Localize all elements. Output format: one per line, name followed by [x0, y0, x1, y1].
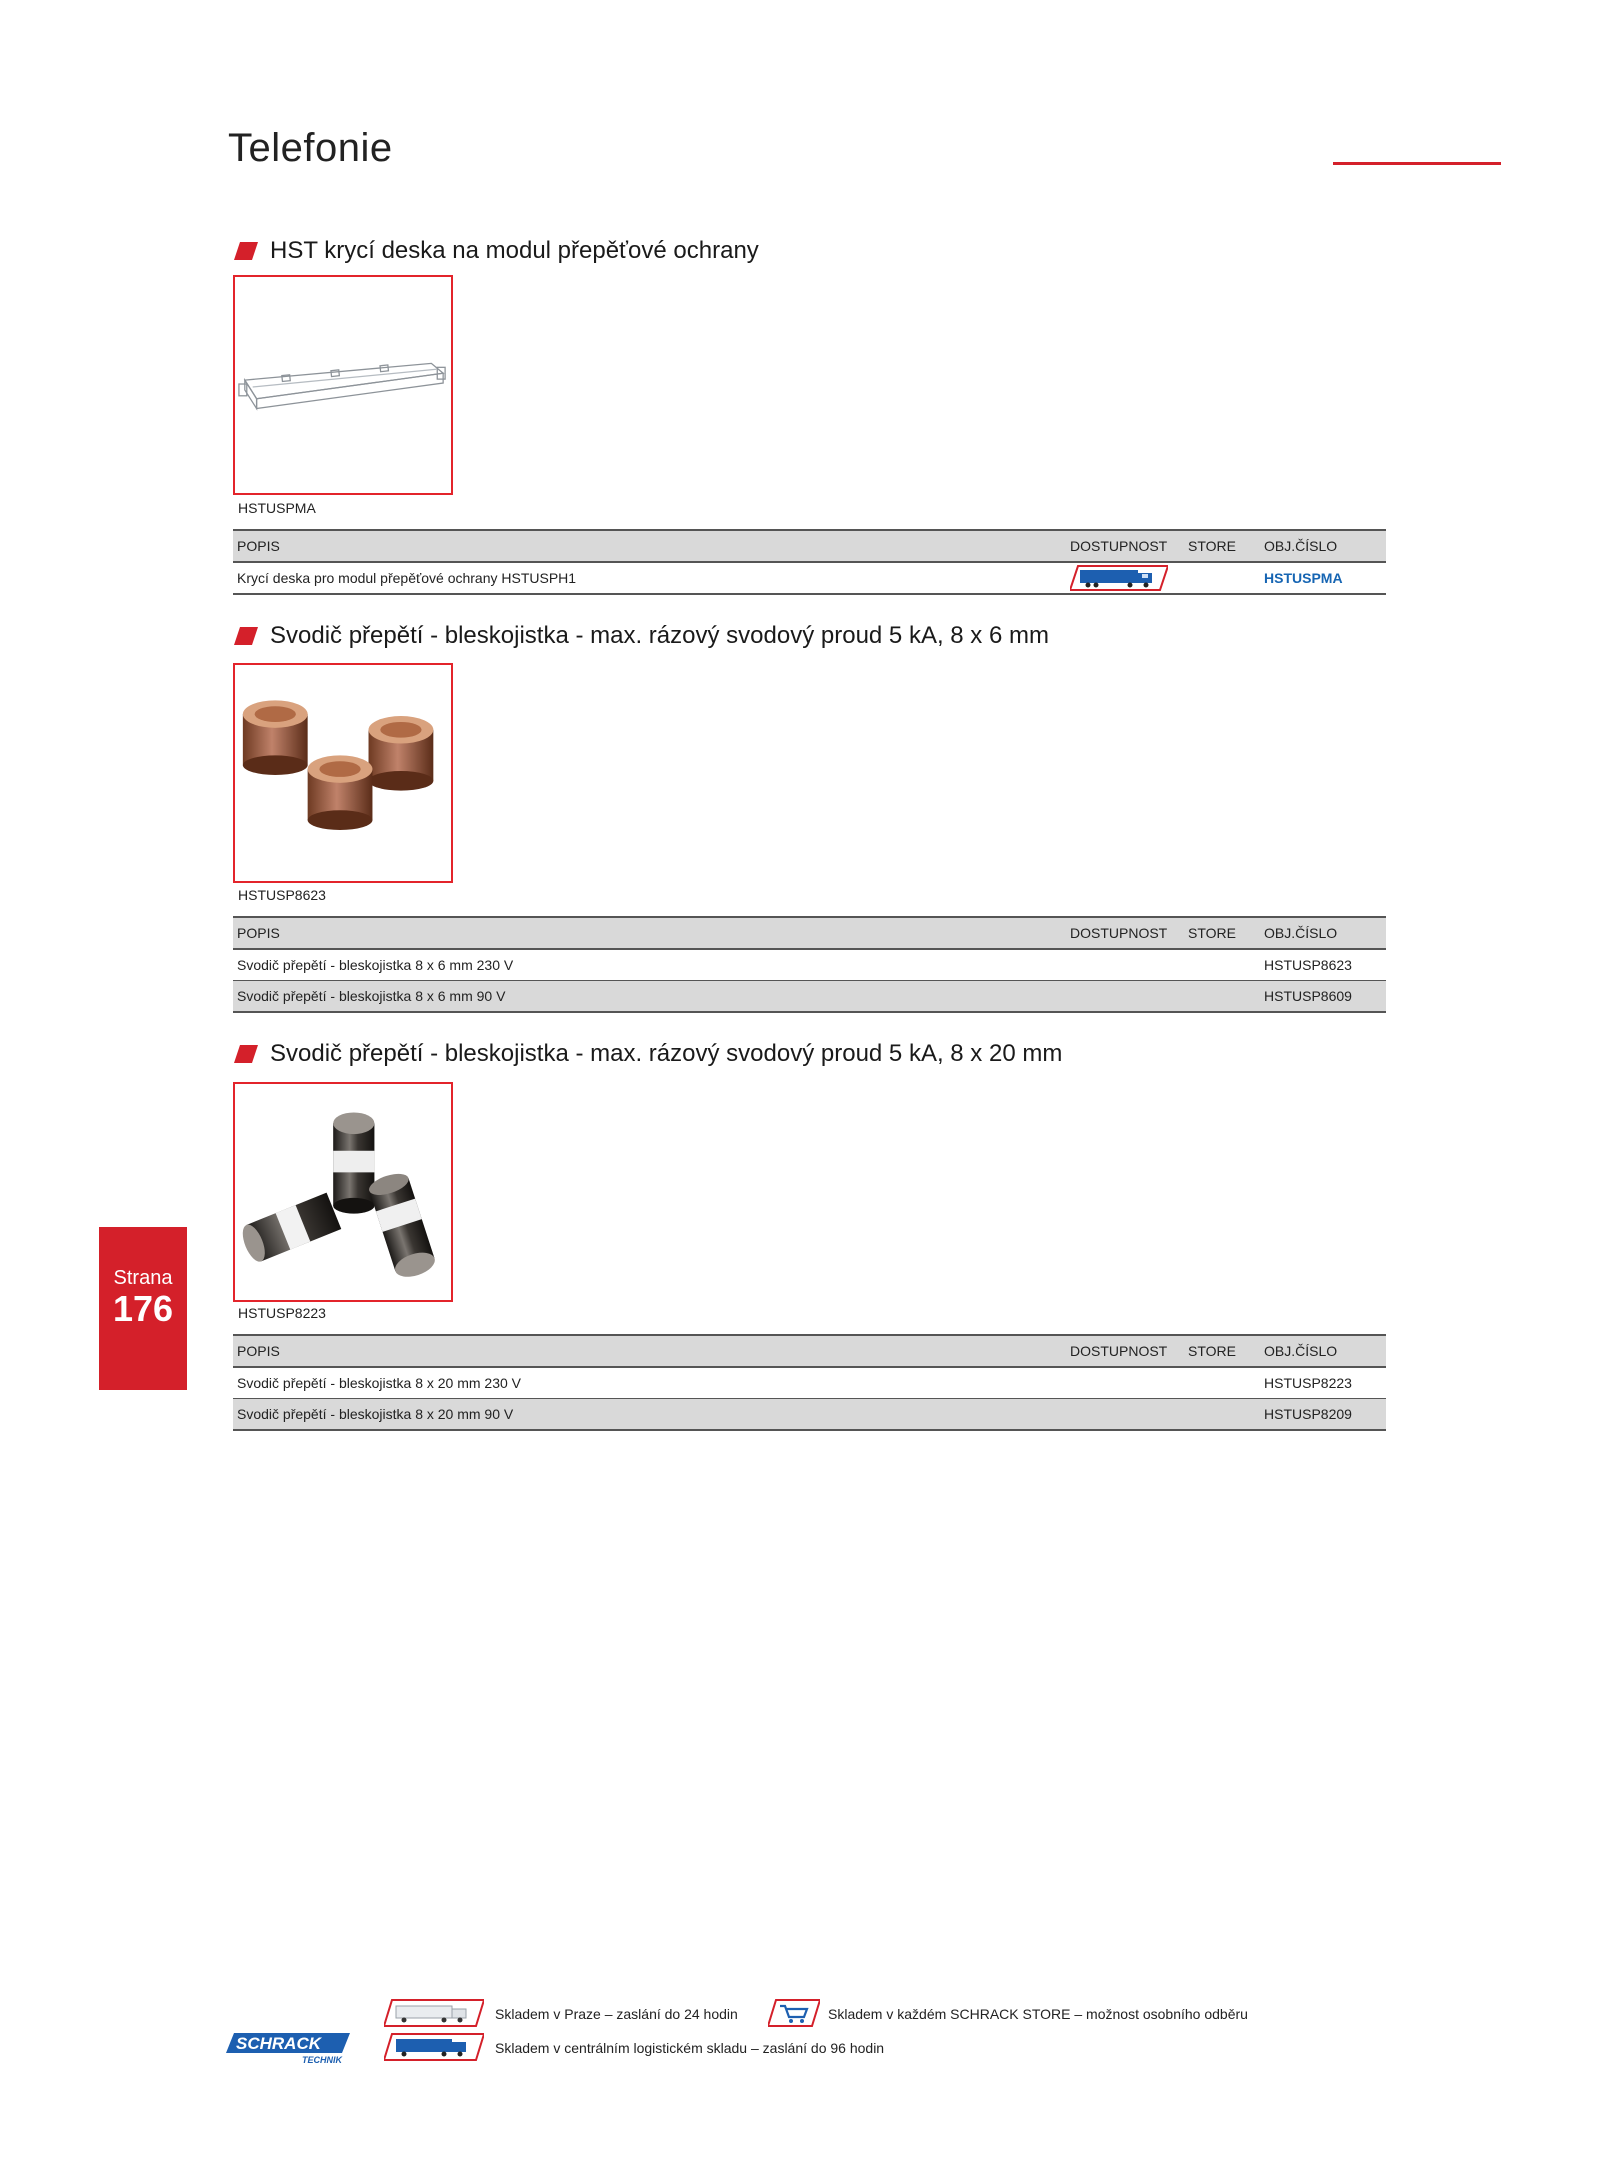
product-image-copper-arresters: [233, 663, 453, 883]
row-description: Svodič přepětí - bleskojistka 8 x 6 mm 90 V: [233, 981, 1066, 1013]
header-store: STORE: [1184, 1335, 1260, 1367]
legend-prague: Skladem v Praze – zaslání do 24 hodin: [495, 2006, 738, 2022]
copper-arresters-image: [235, 665, 451, 881]
header-store: STORE: [1184, 917, 1260, 949]
image-caption: HSTUSPMA: [238, 500, 316, 516]
store-cell: [1184, 1399, 1260, 1431]
header-obj-cislo: OBJ.ČÍSLO: [1260, 1335, 1386, 1367]
table-row: [233, 981, 1386, 1013]
section-bullet-icon: [234, 242, 258, 260]
order-code[interactable]: HSTUSP8623: [1260, 949, 1386, 981]
table-row: [233, 562, 1386, 594]
header-dostupnost: DOSTUPNOST: [1066, 1335, 1184, 1367]
availability-cell: [1066, 981, 1184, 1013]
header-popis: POPIS: [233, 1335, 1066, 1367]
section-3-heading: [234, 1040, 1062, 1068]
central-truck-icon: [384, 2033, 484, 2061]
availability-cell: [1066, 1367, 1184, 1399]
section-2-heading: [234, 622, 1049, 650]
header-store: STORE: [1184, 530, 1260, 562]
row-description: Krycí deska pro modul přepěťové ochrany HSTUSPH1: [233, 562, 1066, 594]
legend-store: Skladem v každém SCHRACK STORE – možnost osobního odběru: [828, 2006, 1248, 2022]
image-caption: HSTUSP8623: [238, 887, 326, 903]
availability-cell: [1066, 562, 1184, 594]
legend-central: Skladem v centrálním logistickém skladu – zaslání do 96 hodin: [495, 2040, 885, 2056]
product-image-discharge-tubes: [233, 1082, 453, 1302]
prague-truck-icon: [384, 1999, 484, 2027]
discharge-tubes-image: [235, 1084, 451, 1300]
section-2-title: Svodič přepětí - bleskojistka - max. rázový svodový proud 5 kA, 8 x 6 mm: [270, 622, 1049, 649]
header-popis: POPIS: [233, 917, 1066, 949]
order-code[interactable]: HSTUSP8223: [1260, 1367, 1386, 1399]
store-cart-icon: [768, 1999, 820, 2027]
table-row: [233, 949, 1386, 981]
section-bullet-icon: [234, 1045, 258, 1063]
availability-cell: [1066, 1399, 1184, 1431]
section-3-title: Svodič přepětí - bleskojistka - max. rázový svodový proud 5 kA, 8 x 20 mm: [270, 1040, 1063, 1067]
page-number: 176: [112, 1288, 174, 1329]
header-dostupnost: DOSTUPNOST: [1066, 917, 1184, 949]
page-label: Strana: [113, 1267, 173, 1289]
table-row: [233, 1367, 1386, 1399]
product-image-cover-plate: [233, 275, 453, 495]
table-row: [233, 1399, 1386, 1431]
section-1-title: HST krycí deska na modul přepěťové ochrany: [270, 237, 759, 264]
order-code[interactable]: HSTUSP8209: [1260, 1399, 1386, 1431]
header-dostupnost: DOSTUPNOST: [1066, 530, 1184, 562]
header-popis: POPIS: [233, 530, 1066, 562]
cover-plate-image: [235, 277, 451, 493]
title-rule: [1333, 162, 1501, 165]
row-description: Svodič přepětí - bleskojistka 8 x 6 mm 230 V: [233, 949, 1066, 981]
page-number-tab: [99, 1227, 187, 1390]
store-cell: [1184, 949, 1260, 981]
schrack-logo: [226, 2031, 350, 2065]
header-obj-cislo: OBJ.ČÍSLO: [1260, 917, 1386, 949]
svg-text:SCHRACK: SCHRACK: [236, 2034, 321, 2053]
availability-cell: [1066, 949, 1184, 981]
store-cell: [1184, 981, 1260, 1013]
table-header-row: [233, 1335, 1386, 1367]
page-title: Telefonie: [228, 126, 393, 170]
svg-text:TECHNIK: TECHNIK: [302, 2055, 342, 2065]
central-warehouse-truck-icon: [1070, 565, 1168, 591]
product-table-2: [233, 916, 1386, 1013]
image-caption: HSTUSP8223: [238, 1305, 326, 1321]
order-code-link[interactable]: HSTUSPMA: [1260, 562, 1386, 594]
store-cell: [1184, 1367, 1260, 1399]
header-obj-cislo: OBJ.ČÍSLO: [1260, 530, 1386, 562]
order-code[interactable]: HSTUSP8609: [1260, 981, 1386, 1013]
store-cell: [1184, 562, 1260, 594]
row-description: Svodič přepětí - bleskojistka 8 x 20 mm 90 V: [233, 1399, 1066, 1431]
table-header-row: [233, 917, 1386, 949]
section-1-heading: [234, 237, 759, 265]
section-bullet-icon: [234, 627, 258, 645]
product-table-1: [233, 529, 1386, 595]
table-header-row: [233, 530, 1386, 562]
row-description: Svodič přepětí - bleskojistka 8 x 20 mm 230 V: [233, 1367, 1066, 1399]
product-table-3: [233, 1334, 1386, 1431]
